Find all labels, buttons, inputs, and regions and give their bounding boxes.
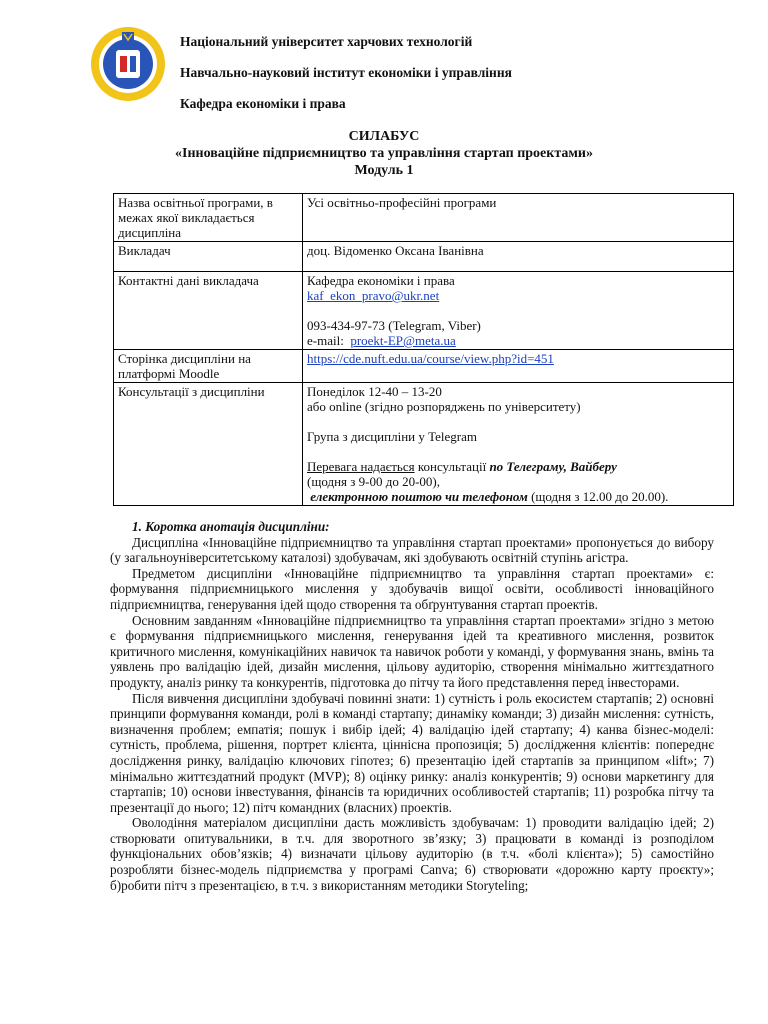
table-row	[114, 272, 734, 350]
preference-text: Перевага надається	[307, 459, 415, 474]
department-name: Кафедра економіки і права	[180, 96, 346, 111]
row-label: Консультації з дисципліни	[114, 383, 303, 506]
contact-department: Кафедра економіки і права	[307, 273, 455, 288]
row-label: Сторінка дисципліни на платформі Moodle	[114, 350, 303, 383]
row-label: Контактні дані викладача	[114, 272, 303, 350]
department-email-link[interactable]: kaf_ekon_pravo@ukr.net	[307, 288, 440, 303]
contact-cell	[303, 272, 734, 350]
consultation-online: або online (згідно розпоряджень по університету)	[307, 399, 581, 414]
contact-phone: 093-434-97-73 (Telegram, Viber)	[307, 318, 481, 333]
table-row	[114, 242, 734, 272]
daily-hours-1: (щодня з 9-00 до 20-00),	[307, 474, 441, 489]
email-phone-text: електронною поштою чи телефоном	[310, 489, 528, 504]
consultation-cell	[303, 383, 734, 506]
paragraph: Дисципліна «Інноваційне підприємництво та управління стартап проектами» пропонується до вибору (у загальноуніверситетському каталозі) здобувачам, які здобувають освітній ступінь агістра.	[110, 534, 714, 566]
consultation-word: консультації	[414, 459, 490, 474]
doc-type: СИЛАБУС	[348, 129, 420, 144]
course-info-table	[113, 193, 734, 506]
course-title: «Інноваційне підприємництво та управління стартап проектами»	[175, 146, 593, 161]
institute-name: Навчально-науковий інститут економіки і управління	[180, 65, 512, 80]
messengers-text: по Телеграму, Вайберу	[489, 459, 617, 474]
row-value: доц. Відоменко Оксана Іванівна	[303, 242, 734, 272]
document-title	[0, 128, 768, 179]
paragraph: Оволодіння матеріалом дисципліни дасть можливість здобувачам: 1) проводити валідацію ідей; 2) створювати опитувальники, в т.ч. для зворотного зв’язку; 3) працювати в команді із розподілом функціональних обов’язків; 4) визначати цільову аудиторію (в т.ч. «болі клієнта»); 5) самостійно розробляти бізнес-модель підприємства у програмі Canva; 6) створювати «дорожню карту проєкту»; б)робити пітч з презентацією, в т.ч. з використанням методики Storyteling;	[110, 815, 714, 893]
row-label: Викладач	[114, 242, 303, 272]
teacher-email-link[interactable]: proekt-EP@meta.ua	[350, 333, 456, 348]
daily-hours-2: (щодня з 12.00 до 20.00).	[527, 489, 669, 504]
paragraph: Після вивчення дисципліни здобувачі повинні знати: 1) сутність і роль екосистем стартапів; 2) основні принципи формування команди, ролі в команді стартапу; динаміку команди; 3) дизайн мислення: сутність, визначення проблем; емпатія; пошук і вибір ідей; 4) валідацію ідей стартапу; 4) канва бізнес-моделі: сутність, проблема, рішення, портрет клієнта, ціннісна пропозиція; 5) дослідження клієнтів: попереднє дослідження ринку, валідацію ключових гіпотез; 6) презентацію ідей стартапів за принципом «lift»; 7) мінімально життєздатний продукт (MVP); 8) оцінку ринку: аналіз конкурентів; 9) основи маркетингу для стартапів; 10) основи інвестування, фінансів та юридичних особливостей стартапів; 11) розробка пітчу та презентації до нього; 12) пітч командних (власних) проектів.	[110, 690, 714, 815]
university-logo	[88, 26, 168, 102]
annotation-section	[110, 519, 714, 893]
section-heading: 1. Коротка анотація дисципліни:	[132, 519, 330, 534]
institution-header	[180, 34, 512, 127]
module-title: Модуль 1	[354, 163, 414, 178]
row-value: Усі освітньо-професійні програми	[303, 194, 734, 242]
row-label: Назва освітньої програми, в межах якої викладається дисципліна	[114, 194, 303, 242]
table-row	[114, 350, 734, 383]
paragraph: Предметом дисципліни «Інноваційне підприємництво та управління стартап проектами» є: формування підприємницького мислення у здобувачів вищої освіти, особливості інноваційного підприємництва, генерування ідей щодо створення та обґрунтування стартап проектів.	[110, 565, 714, 612]
table-row	[114, 383, 734, 506]
paragraph: Основним завданням «Інноваційне підприємництво та управління стартап проектами» згідно з метою є формування підприємницького мислення, генерування ідей та креативного мислення, розвиток критичного мислення, комунікаційних навичок та навичок роботи у команді, у формування знань, вмінь та уявлень про валідацію ідей, дизайн мислення, цільову аудиторію, створення мінімально життєздатного продукту, аналіз ринку та конкурентів, підготовка до пітчу та його представлення перед інвесторами.	[110, 612, 714, 690]
consultation-time: Понеділок 12-40 – 13-20	[307, 384, 442, 399]
telegram-group: Група з дисципліни у Telegram	[307, 429, 478, 444]
email-label: e-mail:	[307, 333, 344, 348]
moodle-link[interactable]: https://cde.nuft.edu.ua/course/view.php?id=451	[307, 351, 554, 366]
university-name: Національний університет харчових технологій	[180, 34, 473, 49]
table-row	[114, 194, 734, 242]
